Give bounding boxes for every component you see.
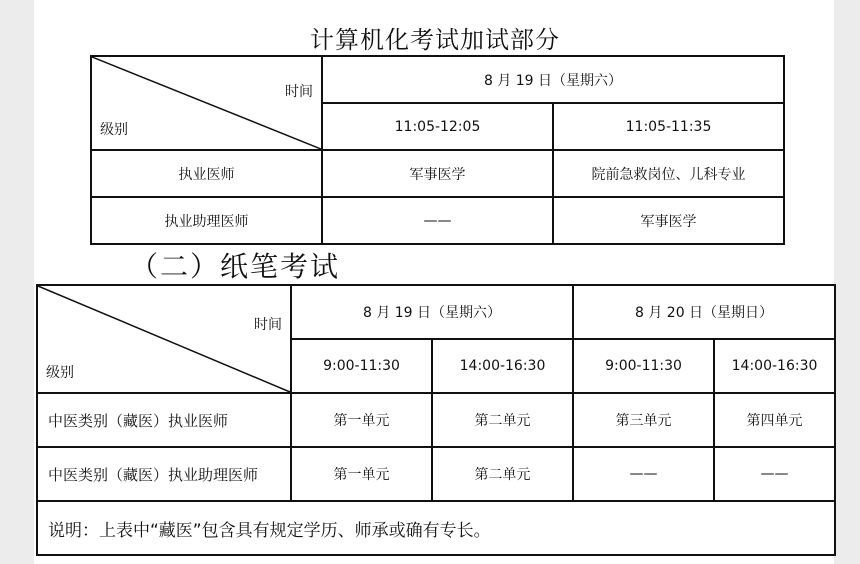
diagonal-header-cell — [91, 56, 322, 150]
level-name: 中医类别（藏医）执业医师 — [37, 393, 291, 447]
time-slot: 9:00-11:30 — [291, 339, 432, 393]
subject-cell: 军事医学 — [322, 150, 553, 197]
unit-cell: —— — [573, 447, 714, 501]
unit-cell: 第一单元 — [291, 393, 432, 447]
section-heading: （二）纸笔考试 — [130, 250, 341, 283]
date-header: 8 月 19 日（星期六） — [291, 285, 573, 339]
subject-cell: 院前急救岗位、儿科专业 — [553, 150, 784, 197]
subject-cell: —— — [322, 197, 553, 244]
page-title: 计算机化考试加试部分 — [310, 26, 560, 54]
table-row — [91, 197, 784, 244]
additional-exam-schedule-table — [90, 55, 785, 245]
unit-cell: 第二单元 — [432, 447, 573, 501]
level-name: 中医类别（藏医）执业助理医师 — [37, 447, 291, 501]
written-exam-schedule-table — [36, 284, 836, 556]
header-time-label: 时间 — [285, 84, 313, 100]
table-footnote: 说明：上表中“藏医”包含具有规定学历、师承或确有专长。 — [37, 501, 835, 555]
time-slot: 11:05-11:35 — [553, 103, 784, 150]
unit-cell: 第三单元 — [573, 393, 714, 447]
diagonal-header-cell — [37, 285, 291, 393]
unit-cell: 第二单元 — [432, 393, 573, 447]
time-slot: 9:00-11:30 — [573, 339, 714, 393]
date-header: 8 月 19 日（星期六） — [322, 56, 784, 103]
left-page-edge — [0, 0, 34, 564]
diagonal-line — [38, 286, 290, 392]
table-row — [91, 150, 784, 197]
subject-cell: 军事医学 — [553, 197, 784, 244]
unit-cell: 第一单元 — [291, 447, 432, 501]
time-slot: 14:00-16:30 — [432, 339, 573, 393]
level-name: 执业助理医师 — [91, 197, 322, 244]
unit-cell: 第四单元 — [714, 393, 835, 447]
level-name: 执业医师 — [91, 150, 322, 197]
right-page-edge — [834, 0, 860, 564]
table-row — [37, 393, 835, 447]
table-row — [37, 447, 835, 501]
header-time-label: 时间 — [254, 317, 282, 333]
time-slot: 14:00-16:30 — [714, 339, 835, 393]
header-level-label: 级别 — [46, 365, 74, 381]
unit-cell: —— — [714, 447, 835, 501]
date-header: 8 月 20 日（星期日） — [573, 285, 835, 339]
time-slot: 11:05-12:05 — [322, 103, 553, 150]
header-level-label: 级别 — [100, 122, 128, 138]
